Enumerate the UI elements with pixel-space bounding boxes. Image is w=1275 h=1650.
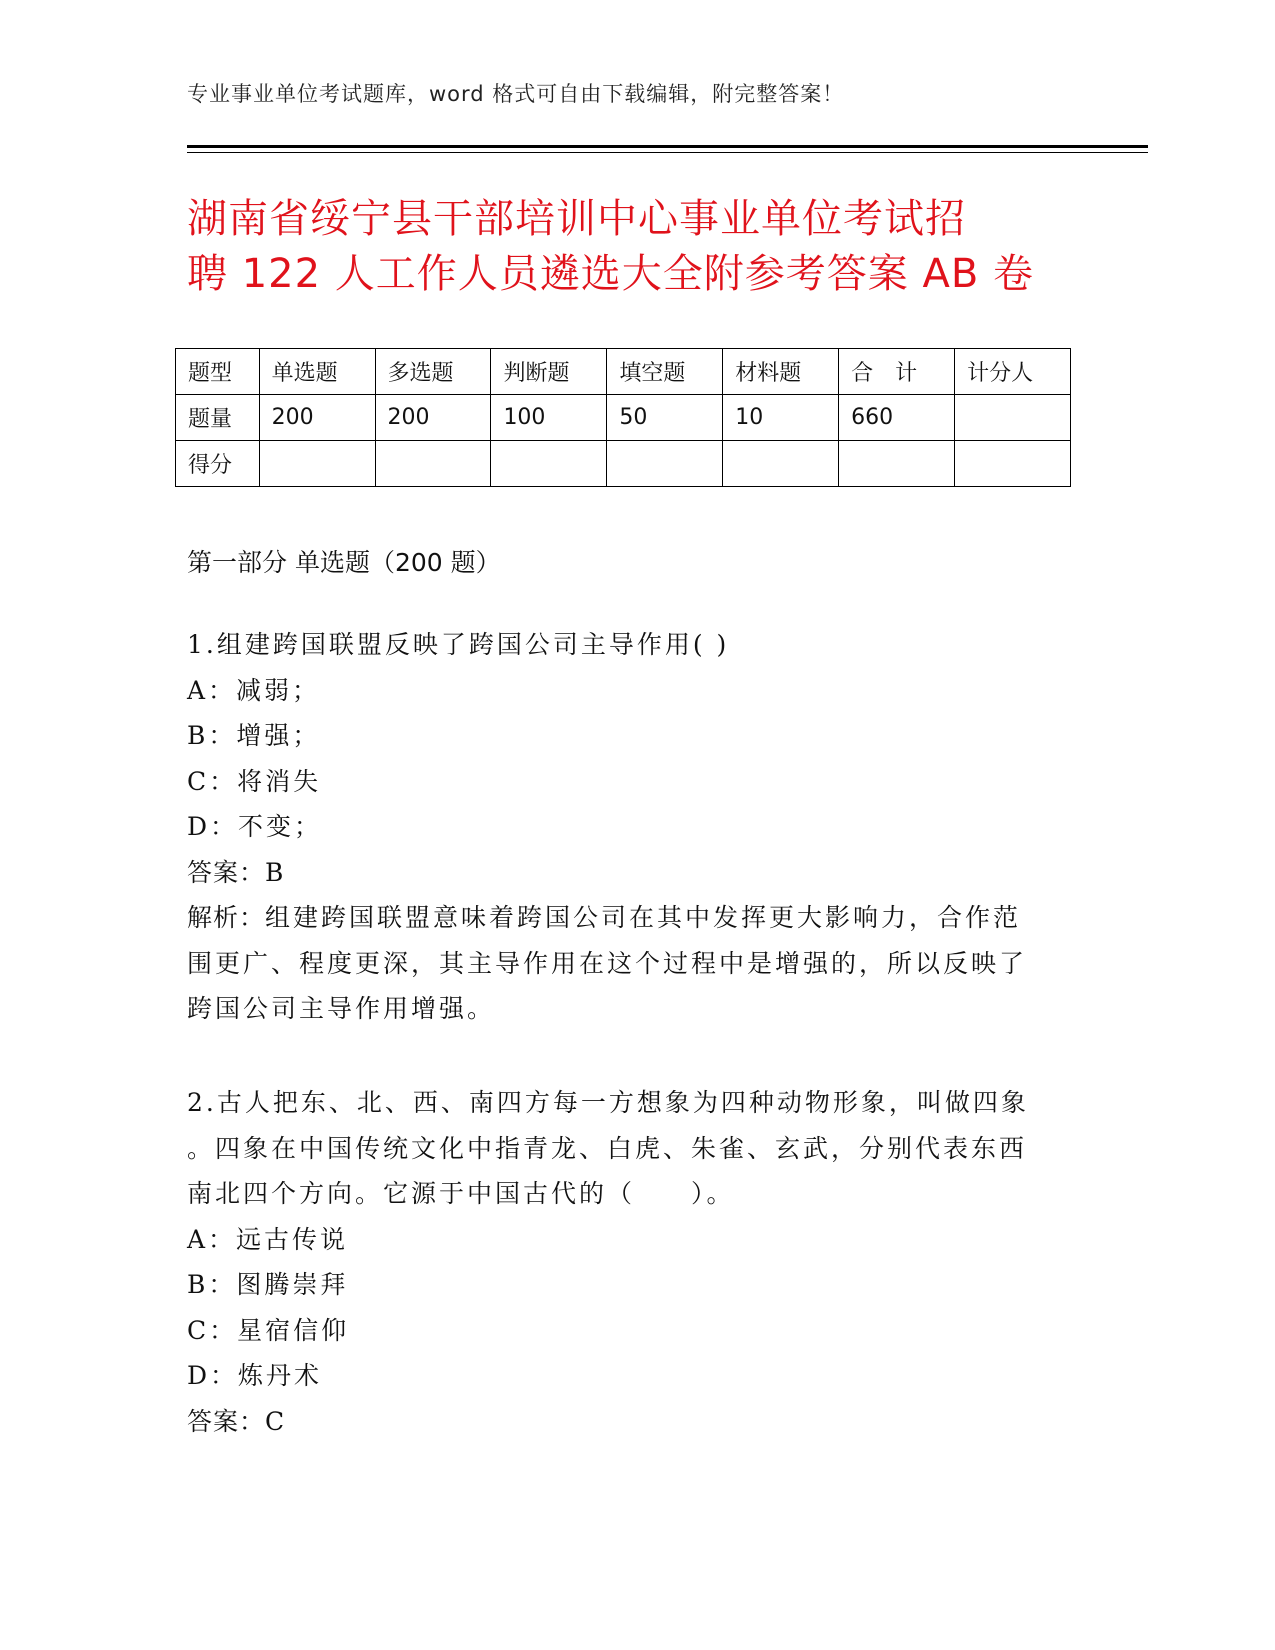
header-note: 专业事业单位考试题库，word 格式可自由下载编辑，附完整答案！ [187,82,845,106]
table-cell: 填空题 [607,349,723,395]
analysis-text: 组建跨国联盟意味着跨国公司在其中发挥更大影响力，合作范 [265,903,1022,932]
table-cell: 10 [723,395,839,441]
table-cell [955,441,1071,487]
table-cell: 50 [607,395,723,441]
option-c: C：星宿信仰 [187,1315,350,1345]
answer-line [187,850,1067,896]
header-rule-thick [187,145,1148,148]
table-cell: 660 [839,395,955,441]
question-2 [187,1080,1067,1444]
table-cell [955,395,1071,441]
table-cell [375,441,491,487]
table-cell [839,441,955,487]
table-cell [607,441,723,487]
table-cell: 合 计 [839,349,955,395]
table-cell: 材料题 [723,349,839,395]
analysis-label: 解析： [187,903,266,932]
option-b: B：增强； [187,721,321,750]
title-line-1: 湖南省绥宁县干部培训中心事业单位考试招 [187,196,966,242]
table-cell: 多选题 [375,349,491,395]
question-stem: 1.组建跨国联盟反映了跨国公司主导作用( ) [187,630,730,659]
question-stem-line-1: 2.古人把东、北、西、南四方每一方想象为四种动物形象，叫做四象 [187,1088,1029,1117]
answer-value: B [265,857,287,887]
answer-label: 答案： [187,1406,266,1436]
answer-value: C [265,1406,288,1436]
table-cell: 判断题 [491,349,607,395]
header-rule-thin [187,152,1148,153]
option-d: D：不变； [187,812,323,841]
option-b: B：图腾崇拜 [187,1270,349,1299]
answer-line [187,1399,1067,1445]
answer-label: 答案： [187,857,266,887]
table-cell: 题型 [176,349,260,395]
table-cell: 题量 [176,395,260,441]
option-a: A：减弱； [187,675,321,705]
analysis-line-1 [187,895,1067,941]
question-stem-line-2: 。四象在中国传统文化中指青龙、白虎、朱雀、玄武，分别代表东西 [187,1133,1028,1163]
table-cell [723,441,839,487]
analysis-line-2: 围更广、程度更深，其主导作用在这个过程中是增强的，所以反映了 [187,948,1028,978]
score-table [175,348,1071,487]
score-table-header-row [176,349,1071,395]
table-cell [491,441,607,487]
analysis-line-3: 跨国公司主导作用增强。 [187,994,496,1023]
table-cell: 100 [491,395,607,441]
table-cell: 得分 [176,441,260,487]
table-cell: 单选题 [259,349,375,395]
title-line-2: 聘 122 人工作人员遴选大全附参考答案 AB 卷 [187,251,1035,297]
table-cell: 200 [259,395,375,441]
table-cell [259,441,375,487]
question-stem-line-3: 南北四个方向。它源于中国古代的（ ）。 [187,1179,735,1208]
option-d: D：炼丹术 [187,1361,323,1390]
question-1 [187,622,1067,1032]
table-cell: 计分人 [955,349,1071,395]
option-a: A：远古传说 [187,1224,349,1254]
score-table-count-row [176,395,1071,441]
table-cell: 200 [375,395,491,441]
section-heading: 第一部分 单选题（200 题） [187,548,501,577]
score-table-score-row [176,441,1071,487]
option-c: C：将消失 [187,766,322,796]
document-title [187,192,1087,302]
